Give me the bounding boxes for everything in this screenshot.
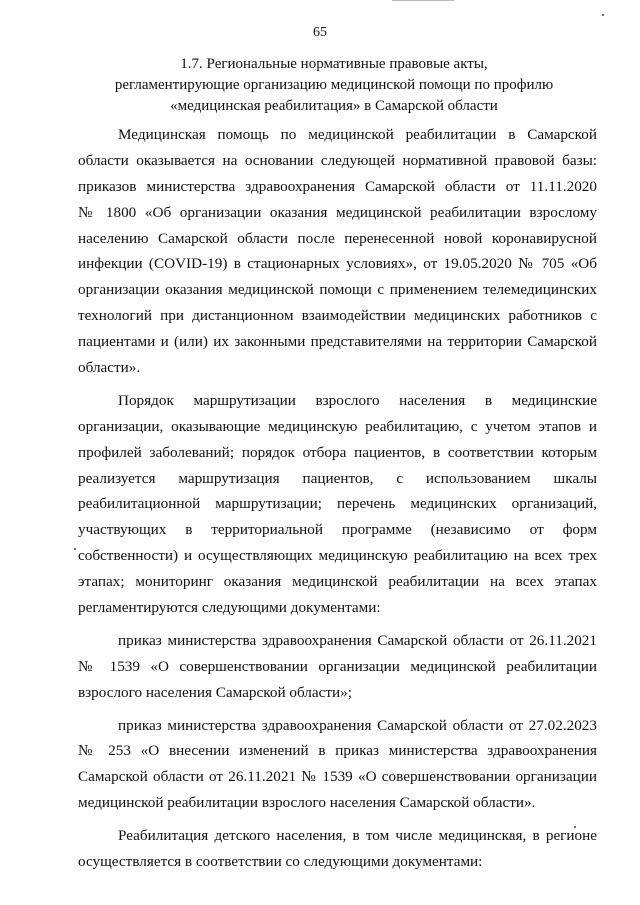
text-line: Порядок маршрутизации взрослого населения в медицинские (118, 391, 597, 409)
text-line: этапах; мониторинг оказания медицинской реабилитации на всех этапах (78, 573, 597, 591)
text-line: № 1800 «Об организации оказания медицинской реабилитации взрослому (78, 203, 597, 221)
text-line: организации, оказывающие медицинскую реабилитацию, с учетом этапов и (78, 417, 597, 435)
text-line: взрослого населения Самарской области»; (78, 683, 352, 701)
text-line: Медицинская помощь по медицинской реабилитации в Самарской (118, 126, 597, 143)
page-number: 65 (313, 25, 327, 40)
text-line: реабилитационной маршрутизации; перечень медицинских организаций, (78, 495, 597, 513)
scan-speck (74, 548, 76, 550)
text-line: осуществляется в соответствии со следующими документами: (78, 853, 483, 871)
scan-speck (602, 14, 604, 16)
body-text (78, 122, 597, 875)
paragraph-order-253 (78, 713, 597, 817)
text-line: профилей заболеваний; порядок отбора пациентов, в соответствии которым (78, 443, 597, 461)
text-line: области оказывается на основании следующей нормативной правовой базы: (78, 151, 597, 169)
text-line: № 1539 «О совершенствовании организации медицинской реабилитации (78, 657, 597, 675)
text-line: приказов министерства здравоохранения Самарской области от 11.11.2020 (78, 177, 597, 195)
paragraph-routing-procedure (78, 388, 597, 621)
text-line: № 253 «О внесении изменений в приказ министерства здравоохранения (78, 742, 597, 760)
text-line: регламентируются следующими документами: (78, 599, 381, 617)
heading-line: «медицинская реабилитация» в Самарской области (170, 98, 498, 114)
heading-line: 1.7. Региональные нормативные правовые акты, (180, 56, 488, 72)
scan-edge-mark (392, 0, 454, 1)
paragraph-child-rehabilitation (78, 823, 597, 875)
text-line: пациентами и (или) их законными представителями на территории Самарской (78, 333, 597, 351)
text-line: участвующих в территориальной программе (независимо от форм (78, 521, 597, 539)
heading-line: регламентирующие организацию медицинской помощи по профилю (114, 77, 554, 93)
text-line: реализуется маршрутизация пациентов, с использованием шкалы (78, 469, 597, 487)
paragraph-order-1539 (78, 628, 597, 706)
text-line: собственности) и осуществляющих медицинскую реабилитацию на всех трех (78, 547, 597, 565)
text-line: Реабилитация детского населения, в том числе медицинская, в регионе (118, 827, 597, 845)
section-heading (60, 54, 608, 117)
text-line: Самарской области от 26.11.2021 № 1539 «О совершенствовании организации (78, 768, 597, 786)
text-line: приказ министерства здравоохранения Самарской области от 26.11.2021 (118, 631, 597, 649)
text-line: приказ министерства здравоохранения Самарской области от 27.02.2023 (118, 716, 597, 734)
text-line: медицинской реабилитации взрослого населения Самарской области». (78, 794, 536, 812)
paragraph-legal-basis (78, 122, 597, 381)
text-line: населению Самарской области после перенесенной новой коронавирусной (78, 229, 597, 247)
text-line: инфекции (COVID-19) в стационарных условиях», от 19.05.2020 № 705 «Об (78, 255, 597, 273)
text-line: технологий при дистанционном взаимодействии медицинских работников с (78, 307, 597, 325)
text-line: организации оказания медицинской помощи с применением телемедицинских (78, 281, 597, 299)
text-line: области». (78, 359, 141, 377)
